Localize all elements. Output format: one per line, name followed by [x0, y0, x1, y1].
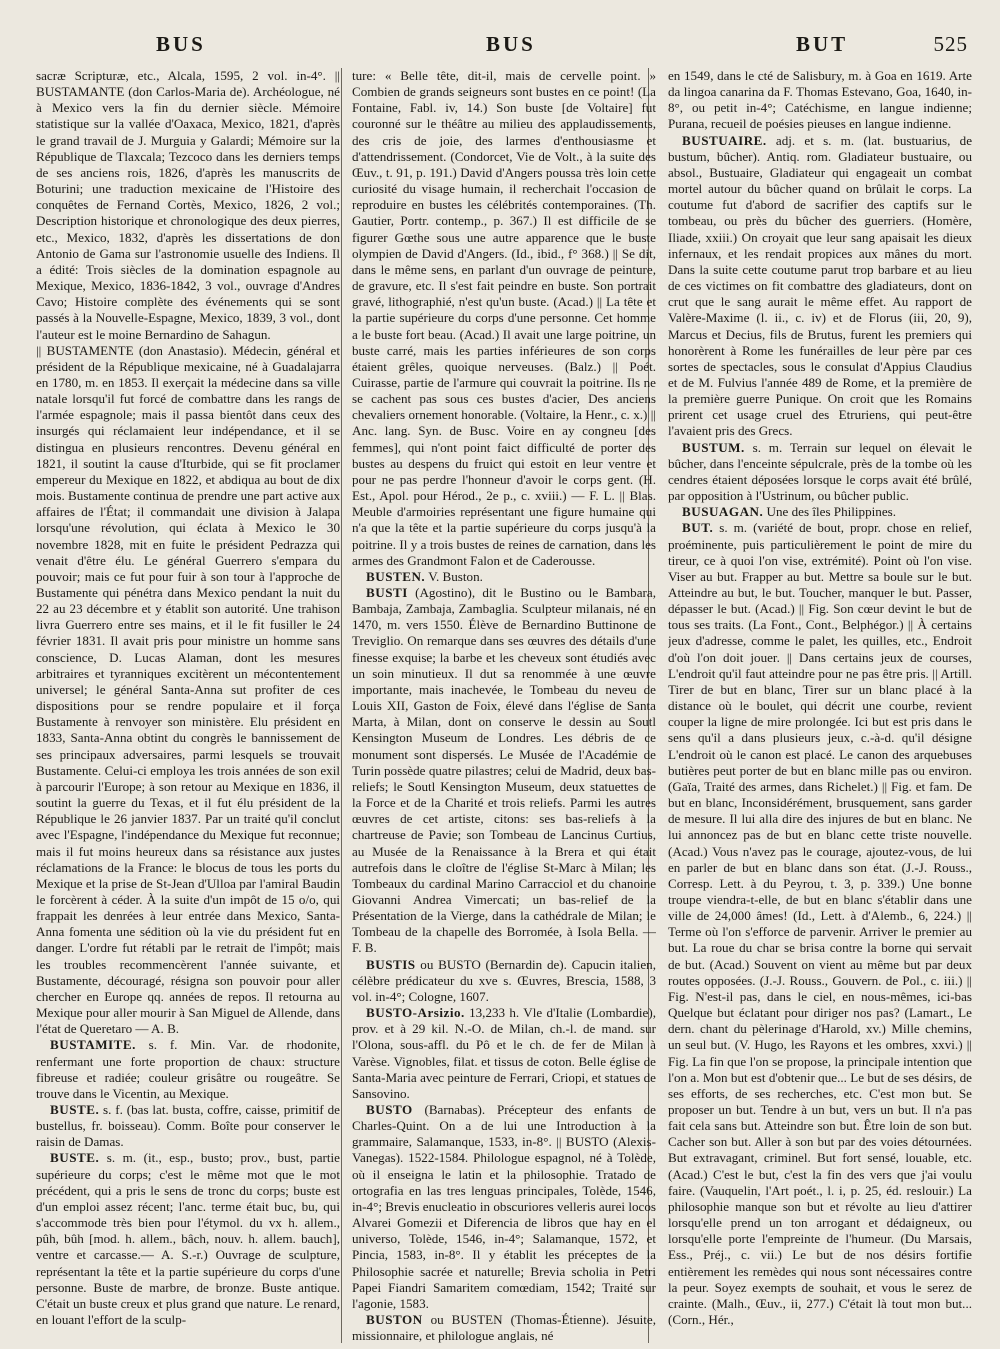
entry-text: 13,233 h. Vle d'Italie (Lombardie), prov. et à 29 kil. N.-O. de Milan, ch.-l. de mand. sur l'Olona, sous-affl. du Pô et le ch. de fer de Milan à Varèse. Vignobles, filat. et tissus de coton. Belle église de Santa-Maria avec peinture de Ferrari, Criopi, et statues de Sansovino. [352, 1005, 656, 1101]
entry-text: s. m. (variété de bout, propr. chose en relief, proéminente, puis particulièrement le point de mire du tireur, ce à quoi l'on vise, extrémité). Point où l'on vise. Viser au but. Frapper au but. Mettre sa boule sur le but. Atteindre au but, le but. Toucher, manquer le but. Passer, dépasser le but. (Acad.) || Fig. Son cœur devint le but de tous ses traits. (La Font., Cont., Belphégor.) || À certains jeux d'adresse, comme le palet, les quilles, etc., Endroit d'où l'on doit jouer. || Dans certains jeux de courses, L'endroit qu'il faut atteindre pour ne pas être pris. || Artill. Tirer de but en blanc, Tirer sur un blanc placé à la distance où le boulet, qui décrit une courbe, revient couper la ligne de mire prolongée. Ici but est pris dans le sens qu'il a dans plusieurs jeux, c.-à-d. qu'il désigne L'endroit où le canon est placé. Le canon des arquebuses butières peut porter de but en blanc mille pas ou environ. (Gaïa, Traité des armes, dans Richelet.) || Fig. et fam. De but en blanc, Inconsidérément, brusquement, sans garder de mesure. Il lui alla dire des injures de but en blanc. Ne lui annoncez pas de but en blanc cette triste nouvelle. (Acad.) Vous n'avez pas le courage, ajoutez-vous, de lui en parler de but en blanc dans son état. (J.-J. Rouss., Corresp. Lett. à du Peyrou, t. 3, p. 339.) Une bonne troupe viendra-t-elle, de but en blanc s'établir dans une ville de 24,000 âmes! (Id., Lett. à d'Alemb., 6, 224.) || Terme où l'on s'efforce de parvenir. Arriver le premier au but. La roue du char se brisa contre la borne qui servait de but. (Acad.) Souvent on vient au même but par deux routes opposées. (J.-J. Rouss., Gouvern. de Pol., c. iii.) || Fig. N'est-il pas, dans le ciel, en nous-mêmes, ici-bas Quelque but éclatant pour diriger nos pas? (Lamart., Le dern. chant du pèlerinage d'Harold, xv.) Mille chemins, un seul but. (V. Hugo, les Rayons et les ombres, xxvi.) || Fig. La fin que l'on se propose, la principale intention que l'on a. Mon but est d'obtenir que... Le but de ses désirs, de ses efforts, de ses recherches, etc. C'est mon but. Se proposer un but. Tendre à un but, vers un but. Il n'a pas fait cela sans but. Atteindre son but. Être loin de son but. Cacher son but. Aller à son but par des voies détournées. But extravagant, criminel. But fort sensé, louable, etc. (Acad.) C'est le but, c'est la fin des vers que j'ai voulu faire. (Vauquelin, l'Art poét., l. i, p. 25, éd. reslouir.) La philosophie manque son but et révolte au lieu d'attirer lorsqu'elle prend un ton arrogant et dédaigneux, ou lorsqu'elle porte l'empreinte de l'humeur. (Du Marsais, Ess., Préj., c. vii.) Le but de nos désirs fortifie entièrement les remèdes qui nous sont nécessaires contre la peur. Soyez exempts de souhait, et vous le serez de crainte. (Malh., Œuv., ii, 277.) C'était là tout mon but... (Corn., Hér., [668, 520, 972, 1328]
column-3 [668, 68, 972, 1343]
entry-text: s. f. (bas lat. busta, coffre, caisse, primitif de bustellus, fr. boisseau). Comm. Boîte pour conserver le raisin de Damas. [36, 1102, 340, 1150]
entry-text: || BUSTAMENTE (don Anastasio). Médecin, général et président de la République mexicaine, né à Guadalajarra en 1780, m. en 1853. Il exerçait la médecine dans sa ville natale lorsqu'il fut forcé de combattre dans les rangs de l'armée espagnole; mais il passa bientôt dans ceux des insurgés qui réclamaient leur indépendance, et il se distingua en plusieurs rencontres. Devenu général en 1821, il soutint la cause d'Iturbide, qui se fit proclamer empereur du Mexique en 1822, et abdiqua au bout de dix mois. Bustamente continua de prendre une part active aux affaires de l'État; il commandait une division à Jalapa lorsqu'une révolution, qui éclata à Mexico le 30 novembre 1828, mit en fuite le président Pedrazza qui venait d'être élu. Le général Guerrero s'empara du pouvoir; mais ce fut pour fuir à son tour à l'approche de Bustamente qui pénétra dans Mexico pendant la nuit du 22 au 23 décembre et y établit son autorité. Une trahison livra Guerrero entre ses mains, et il le fit fusiller le 24 février 1831. Il avait pris pour ministre un homme sans conscience, D. Lucas Alaman, dont les mesures arbitraires et tyranniques excitèrent un mécontentement universel; le général Santa-Anna sut profiter de ces dispositions pour se rendre populaire et il força Bustamente à renvoyer son ministère. Elu président en 1833, Santa-Anna obtint du congrès le bannissement de ses principaux adversaires, parmi lesquels se trouvait Bustamente. Celui-ci employa les trois années de son exil à parcourir l'Europe; à son retour au Mexique en 1836, il soutint la guerre du Texas, et il fut élu président de la République le 26 janvier 1837. Par un traité qu'il conclut avec l'Espagne, l'indépendance du Mexique fut reconnue; mais il fut moins heureux dans sa résistance aux justes réclamations de la France: le blocus de tous les ports du Mexique et la prise de St-Jean d'Ulloa par l'amiral Baudin le forcèrent à céder. À la suite d'un impôt de 15 o/o, qui frappait les denrées à leur entrée dans Mexico, Santa-Anna fomenta une sédition où la vie du président fut en danger. L'ordre fut rétabli par le retrait de l'impôt; mais les troubles recommencèrent l'année suivante, et Bustamente, découragé, résigna son pouvoir pour aller chercher en Europe qq. années de repos. Il retourna au Mexique pour aller mourir à San Miguel de Allende, dans l'état de Queretaro — A. B. [36, 342, 340, 1037]
entry-text: V. Buston. [425, 568, 483, 584]
entry-headword: BUSTE. [50, 1102, 100, 1117]
dictionary-entry [36, 1150, 340, 1328]
entry-text: adj. et s. m. (lat. bustuarius, de bustum, bûcher). Antiq. rom. Gladiateur bustuaire, ou absol., Bustuaire, Gladiateur qui engageait un combat mortel autour du bûcher quand on brûlait le corps. La coutume fut d'abord de sacrifier des captifs sur le tombeau, ou près du bûcher des guerriers. (Homère, Iliade, xxiii.) On croyait que leur sang apaisait les dieux infernaux, et les rendait propices aux mânes du mort. Dans la suite cette coutume parut trop barbare et au lieu de ces victimes on fit combattre des gladiateurs, dont on crut que le sang aurait le même effet. Au rapport de Valère-Maxime (l. ii., c. iv) et de Florus (iii, 20, 9), Marcus et Decius, fils de Brutus, furent les premiers qui honorèrent à Rome les funérailles de leur père par ces sortes de spectacles, sous le consulat d'Appius Claudius et de M. Fulvius l'année 489 de Rome, et la première de la première guerre Punique. On croit que les Romains prirent cet usage cruel des Etruriens, qui peut-être l'avaient pris des Grecs. [668, 132, 972, 439]
dictionary-entry [668, 68, 972, 133]
dictionary-entry [668, 504, 972, 520]
column-1 [36, 68, 340, 1343]
dictionary-entry [352, 68, 656, 569]
entry-text: s. f. Min. Var. de rhodonite, renfermant une forte proportion de chaux: structure fibreuse et radiée; couleur grisâtre ou rougeâtre. Se trouve dans le Vicentin, au Mexique. [36, 1037, 340, 1101]
entry-headword: BUSTON [366, 1312, 423, 1328]
dictionary-entry [352, 1102, 656, 1312]
entry-text: Une des îles Philippines. [763, 504, 897, 520]
dictionary-entry [352, 1005, 656, 1102]
entry-headword: BUSTAMITE. [50, 1037, 136, 1053]
dictionary-entry [668, 440, 972, 505]
columns-container [36, 68, 972, 1343]
entry-headword: BUSUAGAN. [682, 504, 764, 520]
dictionary-entry [36, 343, 340, 1038]
entry-text: s. m. (it., esp., busto; prov., bust, partie supérieure du corps; c'est le même mot que le mot précédent, qui a pris le sens de tronc du corps; buste est d'un emploi assez récent; l'anc. terme était buc, bu, qui s'accommode très bien pour l'étymol. du vx h. allem., pûh, bûh [mod. h. allem., bâch, nouv. h. allem. bauch], ventre et carcasse.— A. S.-r.) Ouvrage de sculpture, représentant la tête et la partie supérieure du corps d'une personne. Buste de marbre, de bronze. Buste antique. C'était un buste creux et plus grand que nature. Le renard, en louant l'effort de la sculp- [36, 1150, 340, 1328]
entry-headword: BUSTE. [50, 1150, 100, 1166]
header-right-guideword: BUT [796, 32, 849, 56]
entry-headword: BUSTO-Arsizio. [366, 1005, 465, 1021]
dictionary-entry [36, 1037, 340, 1102]
entry-text: ou BUSTO (Bernardin de). Capucin italien, célèbre prédicateur du xve s. Œuvres, Brescia, 1588, 3 vol. in-4°; Cologne, 1607. [352, 956, 656, 1004]
dictionary-entry [352, 1312, 656, 1343]
entry-headword: BUSTUM. [682, 439, 745, 455]
dictionary-entry [36, 68, 340, 343]
entry-headword: BUSTIS [366, 956, 416, 972]
dictionary-entry [668, 133, 972, 440]
dictionary-entry [668, 520, 972, 1328]
dictionary-entry [36, 1102, 340, 1150]
entry-text: sacræ Scripturæ, etc., Alcala, 1595, 2 vol. in-4°. || BUSTAMANTE (don Carlos-Maria de). Archéologue, né à Mexico vers la fin du dernier siècle. Mémoire statistique sur la vallée d'Oaxaca, Mexico, 1821, d'après le grand travail de J. Murguia y Galardi; Mémoire sur la République de Tlaxcala; Tezcoco dans les derniers temps de ses anciens rois, 1826, d'après les manuscrits de Boturini; une traduction mexicaine de l'Histoire des conquêtes de Fernand Cortès, Mexico, 1826, 2 vol.; Description historique et chronologique des deux pierres, etc., Mexico, 1832, d'après les dissertations de don Antonio de Gama sur l'astronomie usuelle des Indiens. Il a édité: Trois siècles de la domination espagnole au Mexique, Mexico, 1836-1842, 3 vol., ouvrage d'Andres Cavo; Histoire complète des événements qui se sont passés à la Nouvelle-Espagne, Mexico, 1839, 3 vol., dont l'auteur est le moine Bernardino de Sahagun. [36, 68, 340, 342]
page-number: 525 [933, 32, 968, 56]
entry-text: ture: « Belle tête, dit-il, mais de cervelle point. » Combien de grands seigneurs sont bustes en ce point! (La Fontaine, Fabl. iv, 14.) Son buste [de Voltaire] fut couronné sur le théâtre au milieu des applaudissements, des cris de joie, des larmes d'enthousiasme et d'attendrissement. (Condorcet, Vie de Volt., à la suite des Œuv., t. 91, p. 191.) David d'Angers poussa très loin cette curiosité du visage humain, il recherchait l'occasion de reproduire en bustes les célébrités contemporaines. (Th. Gautier, Portr. contemp., p. 367.) Il est difficile de se figurer Gœthe sous une autre apparence que le buste olympien de David d'Angers. (Id., ibid., f° 368.) || Se dit, dans le même sens, en parlant d'un ouvrage de peinture, de gravure, etc. Il s'est fait peindre en buste. Son portrait gravé, lithographié, n'est qu'un buste. (Acad.) || La tête et la partie supérieure du corps d'une personne. Cet homme a le buste fort beau. (Acad.) Il avait une large poitrine, un buste carré, mais les parties inférieures de son corps étaient grêles, quoique nerveuses. (Balz.) || Poét. Cuirasse, partie de l'armure qui couvrait la poitrine. Ils ne se cachent pas sous ces bustes d'acier, Des anciens chevaliers ornement honorable. (Voltaire, la Henr., c. x.) || Anc. lang. Syn. de Busc. Voire en ay congneu [des femmes], qui n'ont point faict difficulté de porter des bustes au despens du fruict qui estoit en leur ventre et pour ne pas perdre l'honneur d'avoir le corps gent. (H. Est., Apol. pour Hérod., 2e p., c. xviii.) — F. L. || Blas. Meuble d'armoiries représentant une figure humaine qui n'a que la tête et la partie supérieure du corps jusqu'à la poitrine. Il y a trois bustes de reines de carnation, dans les armes des Grandmont Falon et de Caderousse. [352, 68, 656, 568]
running-header [36, 28, 972, 64]
entry-text: en 1549, dans le cté de Salisbury, m. à Goa en 1619. Arte da lingoa canarina da F. Thomas Estevano, Goa, 1640, in-8°, ou petit in-4°; Catéchisme, en langue indienne; Purana, recueil de poésies pieuses en langue indienne. [668, 68, 972, 132]
dictionary-entry [352, 957, 656, 1005]
dictionary-entry [352, 569, 656, 585]
entry-text: ou BUSTEN (Thomas-Étienne). Jésuite, missionnaire, et philologue anglais, né [352, 1312, 656, 1343]
entry-headword: BUSTI [366, 585, 408, 600]
header-left-guideword: BUS [156, 32, 206, 56]
entry-text: s. m. Terrain sur lequel on élevait le bûcher, dans l'enceinte sépulcrale, près de la tombe où les cendres étaient déposées lorsque le corps avait été brûlé, par opposition à l'Ustrinum, ou bûcher public. [668, 439, 972, 504]
entry-text: (Agostino), dit le Bustino ou le Bambara, Bambaja, Zambaja, Zambaglia. Sculpteur milanais, né en 1470, m. vers 1550. Élève de Bernardino Buttinone de Treviglio. On remarque dans ses œuvres des détails d'une finesse exquise; la barbe et les cheveux sont étudiés avec un soin minutieux. Il dut sa renommée à une œuvre importante, mais inachevée, le Tombeau du neveu de Louis XII, Gaston de Foix, élevé dans l'église de Santa Marta, à Milan, dont on conserve le dessin au Soutl Kensington Museum de Londres. Les débris de ce monument sont dispersés. Le Musée de l'Académie de Turin possède quatre pilastres; celui de Madrid, deux bas-reliefs; le Soutl Kensington Museum, deux statuettes de la Force et de la Charité et trois reliefs. Parmi les autres œuvres de cet artiste, citons: ses bas-reliefs à la chartreuse de Pavie; son Tombeau de Lancinus Curtius, au Musée de la Renaissance à la Brera et qui était autrefois dans le cloître de l'église St-Marc à Milan; les Tombeaux du cardinal Marino Carracciol et du chanoine Giovanni Andrea Vimercati; un bas-relief de la Présentation de la Vierge, dans la cathédrale de Milan; le Tombeau de la chapelle des Borromée, à Isola Bella. — F. B. [352, 585, 656, 956]
dictionary-entry [352, 585, 656, 957]
entry-text: (Barnabas). Précepteur des enfants de Charles-Quint. On a de lui une Introduction à la grammaire, Salamanque, 1533, in-8°. || BUSTO (Alexis-Vanegas). 1522-1584. Philologue espagnol, né à Tolède, où il enseigna le latin et la philosophie. Tratado de ortografia en las tres lenguas principales, Tolède, 1546, in-4°; Brevis enucleatio in obscuriores velleris aurei locos Alvarei Gomezii et Diferencia de libros que hay en el universo, Tolède, 1546, in-4°; Salamanque, 1572, et Pincia, 1583, in-8°. Il y établit les préceptes de la Philosophie sacrée et naturelle; Brevia scholia in Petri Papei Fiandri Samaritem comœdiam, 1542; Traité sur l'agonie, 1583. [352, 1102, 656, 1311]
entry-headword: BUT. [682, 520, 714, 536]
column-2 [352, 68, 656, 1343]
entry-headword: BUSTO [366, 1102, 413, 1117]
entry-headword: BUSTEN. [366, 568, 426, 584]
entry-headword: BUSTUAIRE. [682, 132, 767, 148]
header-center-guideword: BUS [486, 32, 536, 56]
